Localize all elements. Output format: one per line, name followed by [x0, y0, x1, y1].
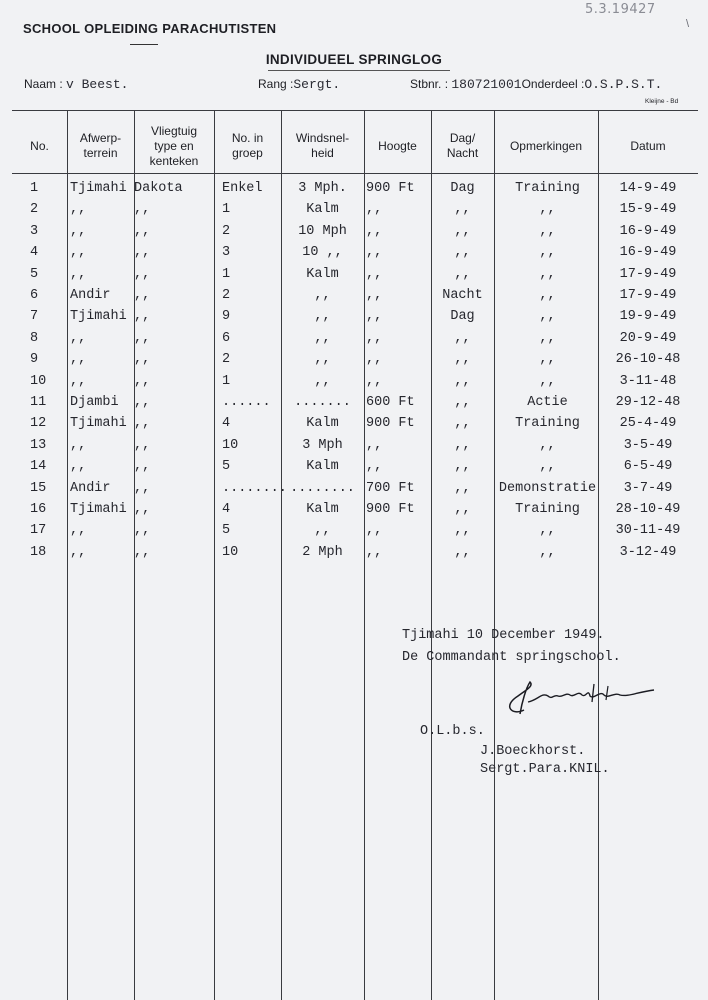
- cell-wind: ,,: [314, 288, 331, 303]
- table-row: [0, 542, 708, 563]
- cell-no: 1: [30, 181, 39, 196]
- cell-datum: 6-5-49: [623, 459, 673, 475]
- table-row: [0, 349, 708, 370]
- signatory-name: J.Boeckhorst.: [480, 744, 586, 759]
- cell-datum: 3-5-49: [623, 437, 673, 453]
- cell-terrein: ,,: [70, 523, 87, 539]
- cell-vliegtuig: ,,: [134, 373, 151, 389]
- cell-wind: 10 ,,: [302, 245, 343, 261]
- cell-hoogte: ,,: [366, 373, 383, 389]
- cell-opm: ,,: [539, 288, 556, 303]
- cell-opm: ,,: [539, 352, 556, 368]
- table-row: [0, 242, 708, 263]
- table-top-rule: [12, 110, 698, 111]
- table-row: [0, 392, 708, 413]
- header-groep: No. in groep: [231, 131, 264, 160]
- cell-terrein: ,,: [70, 437, 87, 453]
- cell-opm: ,,: [539, 523, 556, 539]
- cell-no: 15: [30, 480, 47, 496]
- cell-terrein: ,,: [70, 245, 87, 261]
- header-terrein: Afwerp- terrein: [79, 131, 122, 160]
- cell-terrein: Djambi: [70, 395, 119, 410]
- cell-wind: ,,: [314, 309, 331, 325]
- cell-no: 14: [30, 459, 47, 475]
- cell-groep: 3: [222, 245, 231, 261]
- cell-no: 10: [30, 373, 47, 389]
- cell-wind: Kalm: [306, 502, 339, 517]
- cell-no: 4: [30, 245, 39, 261]
- cell-vliegtuig: ,,: [134, 523, 151, 539]
- cell-no: 2: [30, 202, 39, 218]
- header-no: No.: [30, 138, 49, 153]
- cell-hoogte: ,,: [366, 309, 383, 325]
- header-opm: Opmerkingen: [509, 138, 583, 153]
- header-wind: Windsnel- heid: [295, 131, 350, 160]
- cell-hoogte: ,,: [366, 437, 383, 453]
- cell-vliegtuig: ,,: [134, 245, 151, 261]
- cell-terrein: Tjimahi: [70, 502, 127, 517]
- cell-wind: 2 Mph: [302, 544, 343, 560]
- document-title: INDIVIDUEEL SPRINGLOG: [265, 52, 443, 67]
- school-name: SCHOOL OPLEIDING PARACHUTISTEN: [23, 21, 277, 36]
- cell-wind: ,,: [314, 523, 331, 539]
- cell-vliegtuig: ,,: [134, 502, 151, 517]
- stbnr-label: Stbnr. :: [410, 77, 449, 91]
- table-row: [0, 478, 708, 499]
- cell-dagnacht: ,,: [454, 395, 471, 410]
- cell-datum: 30-11-49: [615, 523, 681, 539]
- cell-opm: Training: [515, 181, 580, 196]
- cell-terrein: Andir: [70, 288, 111, 303]
- naam-value: v Beest.: [66, 77, 129, 92]
- cell-groep: 1: [222, 202, 231, 218]
- cell-no: 9: [30, 352, 39, 368]
- cell-dagnacht: ,,: [454, 202, 471, 218]
- cell-no: 7: [30, 309, 39, 325]
- cell-groep: 1: [222, 266, 231, 282]
- archive-number: 5.3.19427: [585, 2, 656, 17]
- cell-dagnacht: ,,: [454, 416, 471, 432]
- cell-vliegtuig: ,,: [134, 266, 151, 282]
- cell-dagnacht: ,,: [454, 437, 471, 453]
- cell-vliegtuig: ,,: [134, 480, 151, 496]
- cell-wind: Kalm: [306, 202, 339, 218]
- cell-dagnacht: ,,: [454, 330, 471, 346]
- table-row: [0, 264, 708, 285]
- cell-datum: 28-10-49: [615, 502, 681, 517]
- cell-dagnacht: ,,: [454, 266, 471, 282]
- cell-terrein: ,,: [70, 223, 87, 239]
- cell-dagnacht: ,,: [454, 502, 471, 517]
- onderdeel-label: Onderdeel :: [521, 77, 585, 91]
- cell-wind: ,,: [314, 373, 331, 389]
- school-underline: [130, 44, 158, 45]
- cell-terrein: ,,: [70, 459, 87, 475]
- archive-tick-mark: \: [686, 18, 690, 30]
- table-row: [0, 306, 708, 327]
- cell-opm: ,,: [539, 544, 556, 560]
- rang-value: Sergt.: [293, 77, 341, 92]
- cell-no: 6: [30, 288, 39, 303]
- cell-no: 8: [30, 330, 39, 346]
- cell-opm: ,,: [539, 373, 556, 389]
- cell-vliegtuig: ,,: [134, 395, 151, 410]
- cell-hoogte: ,,: [366, 245, 383, 261]
- cell-dagnacht: ,,: [454, 459, 471, 475]
- rang-field: [258, 77, 340, 92]
- cell-vliegtuig: ,,: [134, 416, 151, 432]
- cell-datum: 26-10-48: [615, 352, 681, 368]
- cell-no: 13: [30, 437, 47, 453]
- table-row: [0, 435, 708, 456]
- table-row: [0, 178, 708, 199]
- cell-datum: 14-9-49: [619, 181, 677, 196]
- cell-opm: ,,: [539, 202, 556, 218]
- cell-dagnacht: ,,: [454, 480, 471, 496]
- cell-no: 11: [30, 395, 47, 410]
- table-row: [0, 413, 708, 434]
- title-underline: [268, 70, 450, 71]
- cell-hoogte: ,,: [366, 266, 383, 282]
- cell-datum: 29-12-48: [615, 395, 681, 410]
- cell-dagnacht: ,,: [454, 523, 471, 539]
- cell-wind: Kalm: [306, 459, 339, 475]
- cell-groep: 2: [222, 288, 231, 303]
- cell-opm: ,,: [539, 459, 556, 475]
- cell-dagnacht: ,,: [454, 223, 471, 239]
- table-row: [0, 499, 708, 520]
- table-row: [0, 199, 708, 220]
- cell-dagnacht: ,,: [454, 544, 471, 560]
- table-row: [0, 520, 708, 541]
- cell-dagnacht: Nacht: [442, 288, 483, 303]
- stbnr-value: 180721001: [451, 77, 522, 92]
- cell-groep: 2: [222, 223, 231, 239]
- header-vliegtuig: Vliegtuig type en kenteken: [149, 123, 199, 168]
- cell-datum: 3-11-48: [619, 373, 677, 389]
- cell-wind: Kalm: [306, 416, 339, 432]
- table-row: [0, 328, 708, 349]
- cell-vliegtuig: ,,: [134, 544, 151, 560]
- cell-terrein: ,,: [70, 266, 87, 282]
- handwritten-signature: [496, 680, 666, 720]
- cell-dagnacht: Dag: [450, 181, 475, 196]
- cell-wind: ,,: [314, 330, 331, 346]
- cell-dagnacht: ,,: [454, 245, 471, 261]
- cell-hoogte: 900 Ft: [366, 416, 415, 432]
- cell-groep: ......: [222, 395, 271, 410]
- cell-groep: 4: [222, 416, 231, 432]
- cell-groep: 9: [222, 309, 231, 325]
- header-dagnacht: Dag/ Nacht: [446, 131, 479, 160]
- cell-wind: ........: [290, 480, 355, 496]
- cell-opm: ,,: [539, 223, 556, 239]
- cell-groep: ........: [222, 480, 287, 496]
- naam-label: Naam :: [24, 77, 63, 91]
- cell-opm: Training: [515, 502, 580, 517]
- cell-hoogte: ,,: [366, 352, 383, 368]
- cell-groep: 10: [222, 544, 239, 560]
- cell-wind: 3 Mph: [302, 437, 343, 453]
- cell-groep: 4: [222, 502, 231, 517]
- cell-vliegtuig: ,,: [134, 437, 151, 453]
- table-row: [0, 285, 708, 306]
- table-row: [0, 371, 708, 392]
- naam-field: [24, 77, 128, 92]
- cell-no: 5: [30, 266, 39, 282]
- cell-datum: 16-9-49: [619, 245, 677, 261]
- cell-opm: ,,: [539, 245, 556, 261]
- cell-vliegtuig: Dakota: [134, 181, 183, 196]
- cell-hoogte: ,,: [366, 202, 383, 218]
- cell-terrein: ,,: [70, 544, 87, 560]
- cell-wind: Kalm: [306, 266, 339, 282]
- cell-groep: 6: [222, 330, 231, 346]
- cell-wind: 10 Mph: [298, 223, 347, 239]
- cell-hoogte: 900 Ft: [366, 502, 415, 517]
- cell-hoogte: ,,: [366, 544, 383, 560]
- table-row: [0, 221, 708, 242]
- cell-datum: 16-9-49: [619, 223, 677, 239]
- cell-no: 17: [30, 523, 47, 539]
- cell-hoogte: ,,: [366, 288, 383, 303]
- cell-vliegtuig: ,,: [134, 288, 151, 303]
- cell-wind: ,,: [314, 352, 331, 368]
- cell-terrein: ,,: [70, 352, 87, 368]
- cell-hoogte: 700 Ft: [366, 480, 415, 496]
- cell-hoogte: 600 Ft: [366, 395, 415, 410]
- cell-datum: 25-4-49: [619, 416, 677, 432]
- cell-datum: 15-9-49: [619, 202, 677, 218]
- cell-hoogte: ,,: [366, 523, 383, 539]
- cell-opm: ,,: [539, 330, 556, 346]
- cell-datum: 3-12-49: [619, 544, 677, 560]
- cell-terrein: Andir: [70, 480, 111, 496]
- cell-groep: 5: [222, 459, 231, 475]
- cell-groep: Enkel: [222, 181, 263, 196]
- cell-no: 12: [30, 416, 47, 432]
- cell-vliegtuig: ,,: [134, 202, 151, 218]
- table-row: [0, 456, 708, 477]
- cell-terrein: Tjimahi: [70, 416, 127, 432]
- cell-hoogte: ,,: [366, 330, 383, 346]
- cell-datum: 17-9-49: [619, 288, 677, 303]
- header-datum: Datum: [630, 138, 666, 153]
- cell-opm: ,,: [539, 437, 556, 453]
- cell-vliegtuig: ,,: [134, 309, 151, 325]
- cell-hoogte: 900 Ft: [366, 181, 415, 196]
- cell-datum: 3-7-49: [623, 480, 673, 496]
- commandant-line: De Commandant springschool.: [402, 650, 621, 665]
- cell-datum: 19-9-49: [619, 309, 677, 325]
- cell-terrein: Tjimahi: [70, 181, 127, 196]
- cell-hoogte: ,,: [366, 459, 383, 475]
- cell-wind: 3 Mph.: [298, 181, 347, 196]
- cell-terrein: ,,: [70, 202, 87, 218]
- cell-dagnacht: ,,: [454, 373, 471, 389]
- cell-wind: .......: [294, 395, 351, 410]
- cell-opm: ,,: [539, 266, 556, 282]
- cell-vliegtuig: ,,: [134, 223, 151, 239]
- cell-hoogte: ,,: [366, 223, 383, 239]
- cell-vliegtuig: ,,: [134, 330, 151, 346]
- rang-label: Rang :: [258, 77, 294, 91]
- cell-datum: 17-9-49: [619, 266, 677, 282]
- printer-mark: Kleijne - Bd: [645, 98, 679, 105]
- cell-terrein: Tjimahi: [70, 309, 127, 325]
- signatory-rank: Sergt.Para.KNIL.: [480, 762, 610, 777]
- cell-opm: Demonstratie: [498, 480, 597, 496]
- cell-terrein: ,,: [70, 373, 87, 389]
- cell-groep: 5: [222, 523, 231, 539]
- cell-vliegtuig: ,,: [134, 352, 151, 368]
- cell-terrein: ,,: [70, 330, 87, 346]
- cell-vliegtuig: ,,: [134, 459, 151, 475]
- olbs-line: O.L.b.s.: [420, 724, 485, 739]
- cell-no: 18: [30, 544, 47, 560]
- cell-opm: ,,: [539, 309, 556, 325]
- cell-dagnacht: Dag: [450, 309, 475, 325]
- cell-opm: Training: [515, 416, 580, 432]
- cell-no: 16: [30, 502, 47, 517]
- place-date: Tjimahi 10 December 1949.: [402, 628, 605, 643]
- cell-dagnacht: ,,: [454, 352, 471, 368]
- cell-groep: 1: [222, 373, 231, 389]
- cell-datum: 20-9-49: [619, 330, 677, 346]
- onderdeel-value: O.S.P.S.T.: [584, 77, 663, 92]
- cell-no: 3: [30, 223, 39, 239]
- header-hoogte: Hoogte: [378, 138, 417, 153]
- stbnr-field: [410, 77, 662, 92]
- cell-opm: Actie: [527, 395, 568, 410]
- cell-groep: 10: [222, 437, 239, 453]
- cell-groep: 2: [222, 352, 231, 368]
